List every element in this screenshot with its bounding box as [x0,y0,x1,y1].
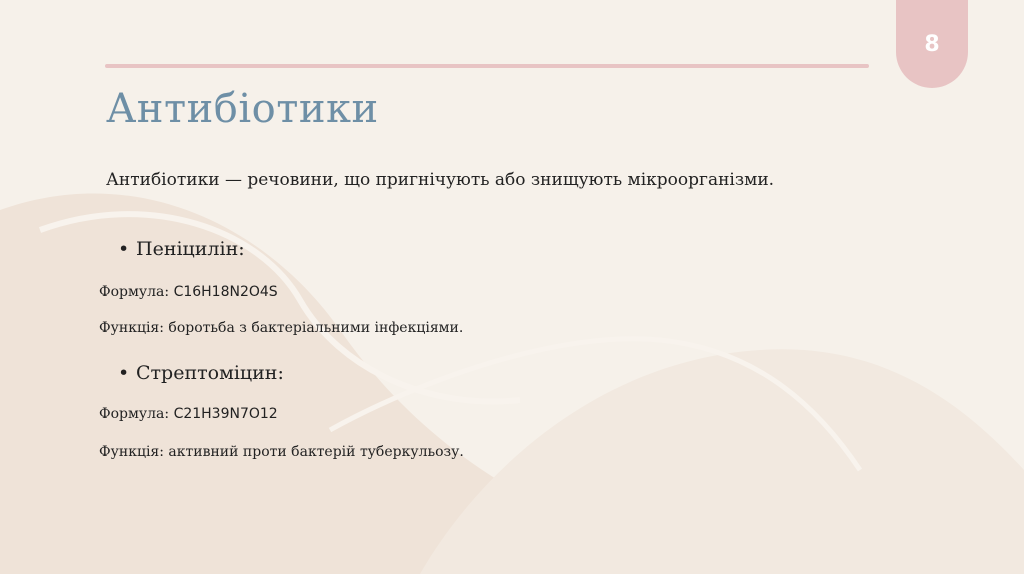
intro-text: Антибіотики — речовини, що пригнічують або знищують мікроорганізми. [106,170,775,190]
formula-label: Формула: [99,284,170,300]
bullet-label: Пеніцилін: [136,238,245,260]
page-number: 8 [924,32,940,57]
slide-title: Антибіотики [106,86,379,132]
page-number-tab [896,0,968,88]
function-line: Функція: активний проти бактерій туберкульозу. [99,444,464,460]
bullet-label: Стрептоміцин: [136,362,284,384]
bullet-item-penicillin [118,238,245,260]
function-line: Функція: боротьба з бактеріальними інфекціями. [99,320,464,336]
bullet-dot-icon: • [118,362,130,384]
bullet-dot-icon: • [118,238,130,260]
formula-value: C21H39N7O12 [173,406,278,422]
formula-value: C16H18N2O4S [173,284,278,300]
bullet-item-streptomycin [118,362,284,384]
formula-label: Формула: [99,406,170,422]
title-divider [105,64,869,68]
formula-line [99,284,278,300]
formula-line [99,406,278,422]
